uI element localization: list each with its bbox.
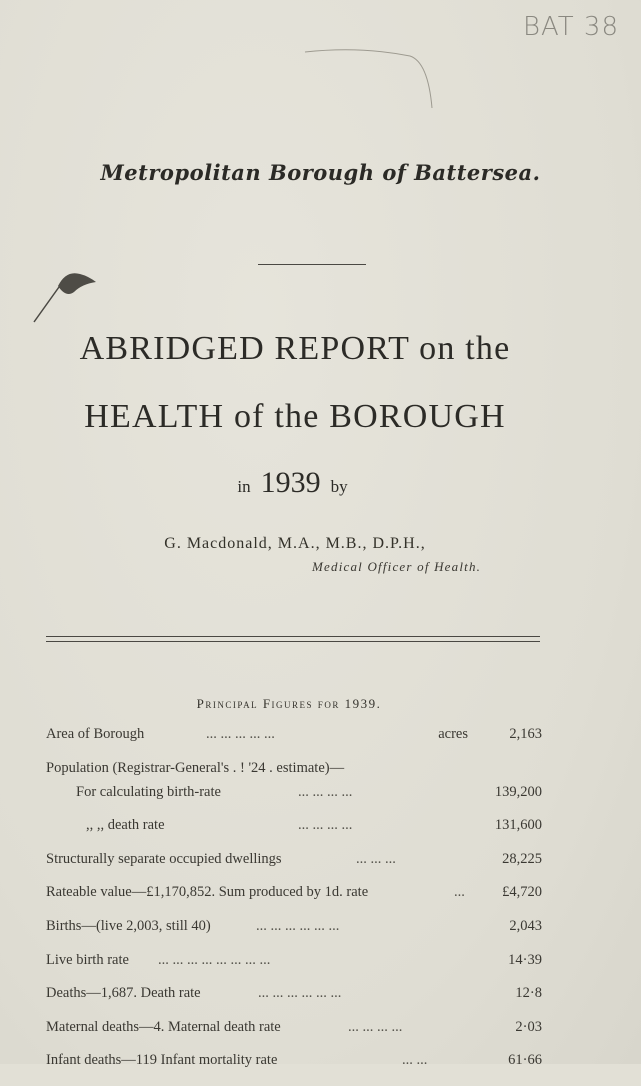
figure-unit: acres — [438, 726, 468, 742]
figure-row — [46, 1052, 542, 1074]
leader-dots: ... ... ... — [356, 850, 396, 867]
figure-row — [46, 884, 542, 906]
leader-dots: ... ... ... ... ... — [206, 726, 275, 742]
report-title-line-2: HEALTH of the BOROUGH — [84, 398, 506, 435]
figure-value: 61·66 — [508, 1052, 542, 1069]
figure-label: Structurally separate occupied dwellings — [46, 850, 282, 867]
in-word: in — [237, 477, 251, 496]
figure-value: 28,225 — [502, 850, 542, 867]
report-title-line-3 — [0, 466, 585, 500]
report-title-line-1: ABRIDGED REPORT on the — [79, 330, 511, 367]
figure-label: Deaths—1,687. Death rate — [46, 985, 201, 1002]
figure-value: £4,720 — [502, 884, 542, 901]
figure-row — [46, 726, 542, 748]
borough-name: Metropolitan Borough of Battersea. — [100, 160, 541, 185]
leader-dots: ... — [454, 884, 465, 901]
figure-label: Births—(live 2,003, still 40) — [46, 917, 211, 934]
fold-mark-icon — [300, 40, 440, 120]
figure-label: Maternal deaths—4. Maternal death rate — [46, 1018, 281, 1035]
principal-figures-table — [46, 726, 542, 1086]
figure-label: Rateable value—£1,170,852. Sum produced by 1d. rate — [46, 884, 369, 901]
figure-row — [46, 1019, 542, 1041]
figure-value: 2·03 — [515, 1018, 542, 1035]
archive-reference: BAT 38 — [522, 12, 619, 42]
figure-row — [46, 985, 542, 1007]
figure-label: ,, ,, death rate — [86, 817, 165, 834]
figure-row — [46, 918, 542, 940]
leader-dots: ... ... ... ... ... ... — [256, 917, 340, 934]
leader-dots: ... ... ... ... ... ... — [258, 985, 342, 1002]
leader-dots: ... ... ... ... — [348, 1018, 403, 1035]
figure-value: 14·39 — [508, 951, 542, 968]
figure-label: Live birth rate — [46, 951, 129, 968]
figure-label: Infant deaths—119 Infant mortality rate — [46, 1052, 278, 1069]
figure-value: 2,043 — [509, 917, 542, 934]
figures-heading: Principal Figures for 1939. — [196, 696, 382, 711]
header-divider — [258, 264, 366, 265]
figure-row — [46, 851, 542, 873]
author-name: G. Macdonald, M.A., M.B., D.P.H., — [164, 535, 426, 552]
figure-label: Population (Registrar-General's . ! '24 . estimate)— — [46, 759, 345, 776]
leader-dots: ... ... ... ... — [298, 817, 353, 834]
figure-label: For calculating birth-rate — [76, 783, 221, 800]
leader-dots: ... ... ... ... ... ... ... ... — [158, 951, 271, 968]
leader-dots: ... ... ... ... — [298, 783, 353, 800]
pen-mark-icon — [30, 262, 110, 326]
figure-row — [46, 952, 542, 974]
figure-row — [46, 817, 542, 839]
by-word: by — [330, 477, 348, 496]
author-role: Medical Officer of Health. — [312, 559, 482, 574]
section-divider — [46, 636, 540, 642]
figure-value: 139,200 — [494, 783, 542, 800]
leader-dots: ... ... — [402, 1052, 428, 1069]
report-year: 1939 — [260, 466, 321, 499]
figure-row — [46, 784, 542, 806]
figure-row — [46, 760, 542, 782]
figure-value: 12·8 — [515, 985, 542, 1002]
figure-label: Area of Borough — [46, 726, 145, 742]
figure-value: 2,163 — [509, 726, 542, 742]
figure-value: 131,600 — [494, 817, 542, 834]
